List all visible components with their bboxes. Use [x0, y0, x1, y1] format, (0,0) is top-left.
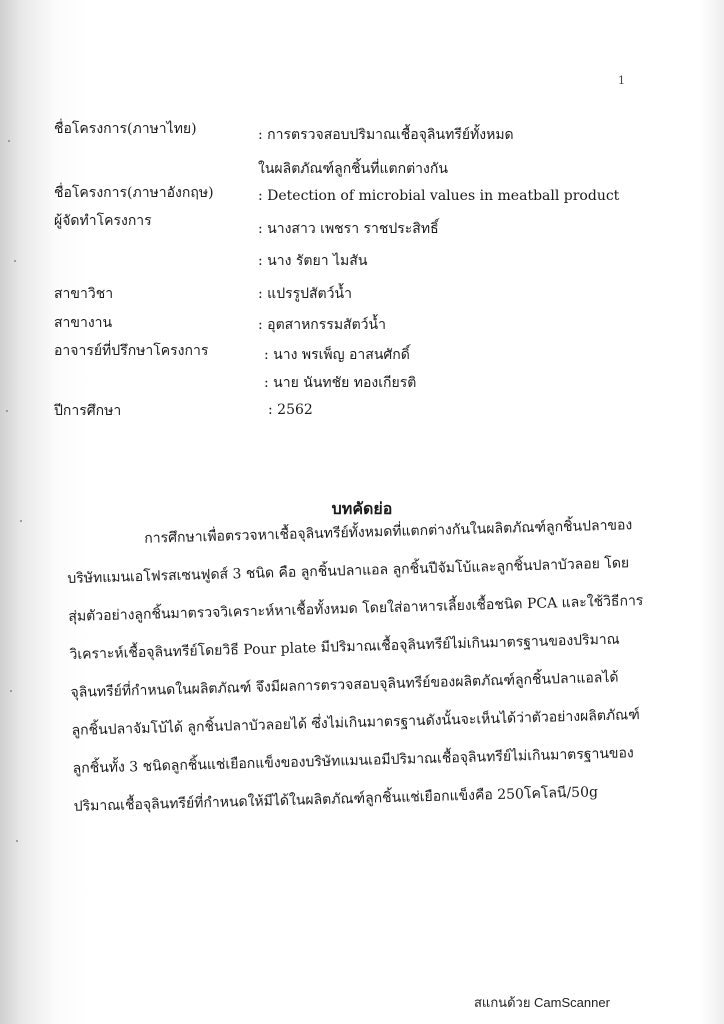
project-member-2: : นาง รัตยา ไมสัน [258, 253, 368, 269]
project-title-th-value-1: : การตรวจสอบปริมาณเชื้อจุลินทรีย์ทั้งหมด [258, 127, 514, 143]
abstract-line: ลูกชิ้นปลาจัมโบ้ได้ ลูกชิ้นปลาบัวลอยได้ ซึ่งไม่เกินมาตรฐานดังนั้นจะเห็นได้ว่าตัวอย่างผลิตภัณฑ์ [71, 707, 640, 739]
abstract-line: วิเคราะห์เชื้อจุลินทรีย์โดยวิธี Pour plate มีปริมาณเชื้อจุลินทรีย์ไม่เกินมาตรฐานของปริมาณ [69, 631, 620, 663]
academic-year-value: : 2562 [268, 402, 313, 418]
abstract-line: การศึกษาเพื่อตรวจหาเชื้อจุลินทรีย์ทั้งหมดที่แตกต่างกันในผลิตภัณฑ์ลูกชิ้นปลาของ [144, 517, 633, 547]
abstract-line: ปริมาณเชื้อจุลินทรีย์ที่กำหนดให้มีได้ในผลิตภัณฑ์ลูกชิ้นแช่เยือกแข็งคือ 250โคโลนี/50g [73, 784, 599, 815]
page-number: 1 [618, 74, 625, 87]
abstract-body [66, 514, 654, 834]
scan-speck [16, 840, 18, 842]
advisor-1: : นาง พรเพ็ญ อาสนศักดิ์ [264, 347, 410, 363]
project-member-1: : นางสาว เพชรา ราชประสิทธิ์ [258, 221, 439, 237]
project-title-th-label: ชื่อโครงการ(ภาษาไทย) [54, 121, 197, 137]
department-value: : แปรรูปสัตว์น้ำ [258, 286, 352, 302]
scan-speck [10, 690, 12, 692]
field-label: สาขางาน [54, 315, 113, 331]
abstract-line: ลูกชิ้นทั้ง 3 ชนิดลูกชิ้นแช่เยือกแข็งของบริษัทแมนเอมีปริมาณเชื้อจุลินทรีย์ไม่เกินมาตรฐานของ [72, 745, 634, 777]
academic-year-label: ปีการศึกษา [54, 403, 122, 419]
project-members-label: ผู้จัดทำโครงการ [54, 213, 152, 229]
project-title-th-value-2: ในผลิตภัณฑ์ลูกชิ้นที่แตกต่างกัน [258, 161, 448, 177]
abstract-line: สุ่มตัวอย่างลูกชิ้นมาตรวจวิเคราะห์หาเชื้อทั้งหมด โดยใส่อาหารเลี้ยงเชื้อชนิด PCA และใช้วิธีการ [68, 592, 644, 625]
field-value: : อุตสาหกรรมสัตว์น้ำ [258, 317, 386, 333]
project-title-en-label: ชื่อโครงการ(ภาษาอังกฤษ) [54, 185, 214, 201]
department-label: สาขาวิชา [54, 286, 114, 302]
advisor-2: : นาย นันทชัย ทองเกียรติ [264, 375, 417, 391]
abstract-line: จุลินทรีย์ที่กำหนดในผลิตภัณฑ์ จึงมีผลการตรวจสอบจุลินทรีย์ของผลิตภัณฑ์ลูกชิ้นปลาแอลได้ [70, 669, 619, 701]
abstract-line: บริษัทแมนเอโฟรสเซนฟูดส์ 3 ชนิด คือ ลูกชิ้นปลาแอล ลูกชิ้นปีจัมโบ้และลูกชิ้นปลาบัวลอย โดย [67, 555, 630, 587]
scanner-watermark: สแกนด้วย CamScanner [474, 995, 610, 1010]
abstract-title: บทคัดย่อ [331, 499, 393, 518]
project-title-en-value: : Detection of microbial values in meatball product [258, 188, 620, 204]
scan-speck [8, 140, 10, 142]
scan-speck [6, 410, 8, 412]
advisors-label: อาจารย์ที่ปรึกษาโครงการ [54, 343, 209, 359]
scan-speck [14, 260, 16, 262]
